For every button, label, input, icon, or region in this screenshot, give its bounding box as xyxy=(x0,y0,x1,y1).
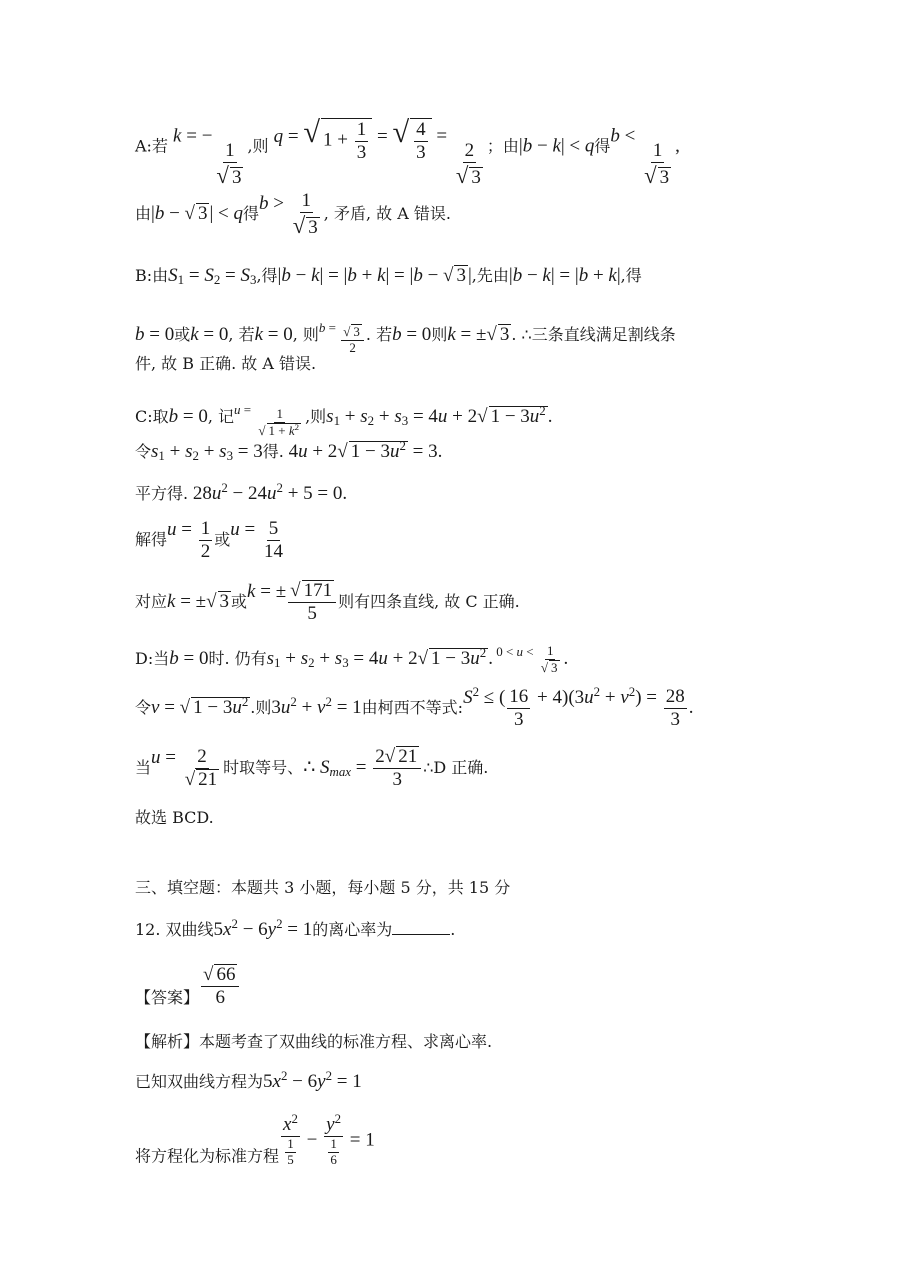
option-b-line-1: B:由$S_1 = S_2 = S_3$,得|b − k| = |b + k| = |b − √ 3 |,先由|b − k| = |b + k|,得 xyxy=(135,265,642,288)
analysis-line: 【解析】本题考查了双曲线的标准方程、求离心率. xyxy=(135,1032,493,1051)
option-c-line-5: 对应k = ±√ 3 或k = ± $\frac{√ 171}{5}$ 则有四条直线, 故 C 正确. xyxy=(135,580,520,625)
option-c-line-1: C:取b = 0, 记$^{u =}$ $\frac{1}{√ 1 + k^2}$ ,则$s_1 + s_2 + s_3 = 4u + 2√$ $1 - 3u^2$ . xyxy=(135,402,553,438)
option-d-line-2: 令v = √ $1 - 3u^2$ .则$3u^2 + v^2 = 1$由柯西不等式$:S^2$ ≤ ( $\frac{16}{3}$ + $4)(3u^2 + v^2)$ = $\frac{28}{3}$ . xyxy=(135,683,694,730)
option-b-line-3: 件, 故 B 正确. 故 A 错误. xyxy=(135,354,317,373)
option-a-line-2: 由|b − √ 3 | < q得b > $\frac{1}{√ 3}$ , 矛盾, 故 A 错误. xyxy=(135,190,451,238)
option-b-line-2: b = 0或k = 0, 若k = 0, 则$^{b =}$ $\frac{√ 3}{2}$ . 若b = 0则k = ±√ 3 . ∴三条直线满足割线条 xyxy=(135,320,676,355)
answer-line: 【答案】 $\frac{√ 66}{6}$ xyxy=(135,964,241,1010)
option-c-line-2: 令$s_1 + s_2 + s_3 = 3$得. 4u + 2√ $1 - 3u^2 = 3$. xyxy=(135,437,443,464)
option-c-line-3: 平方得. $28u^2 - 24u^2 + 5 = 0$. xyxy=(135,479,348,504)
section-heading: 三、填空题：本题共 3 小题，每小题 5 分，共 15 分 xyxy=(135,878,511,897)
standard-form-line: 将方程化为标准方程 $\frac{x^2}{\frac{1}{5}}$ − $\frac{y^2}{\frac{1}{6}}$ = 1 xyxy=(135,1110,375,1167)
option-d-line-3: 当u = $\frac{2}{√ 21}$ 时取等号、∴ $S_{max}$ = $\frac{2√ 21}{3}$ ∴D 正确. xyxy=(135,746,489,791)
conclusion: 故选 BCD. xyxy=(135,808,214,827)
answer-blank xyxy=(392,920,450,935)
option-d-line-1: D:当b = 0时. 仍有$s_1 + s_2 + s_3 = 4u + 2√$ $1 - 3u^2$ . $^{0 < u <}$ $\frac{1}{√ 3}$ . xyxy=(135,642,569,675)
option-c-line-4: 解得u = $\frac{1}{2}$ 或u = $\frac{5}{14}$ xyxy=(135,518,283,562)
option-a-line-1: A:若 k = − $\frac{1}{√ 3}$ ,则 q = √ 1 + $\frac{1}{3}$ = √ $\frac{4}{3}$ = $\frac{2}{√ 3}$ ；由|b − k| < q得b < $\frac{1}{√ 3}$ , xyxy=(135,114,680,188)
question-12: 12. 双曲线$5x^2 - 6y^2 = 1$的离心率为 . xyxy=(135,915,456,940)
known-equation-line: 已知双曲线方程为$5x^2 - 6y^2 = 1$ xyxy=(135,1067,362,1092)
